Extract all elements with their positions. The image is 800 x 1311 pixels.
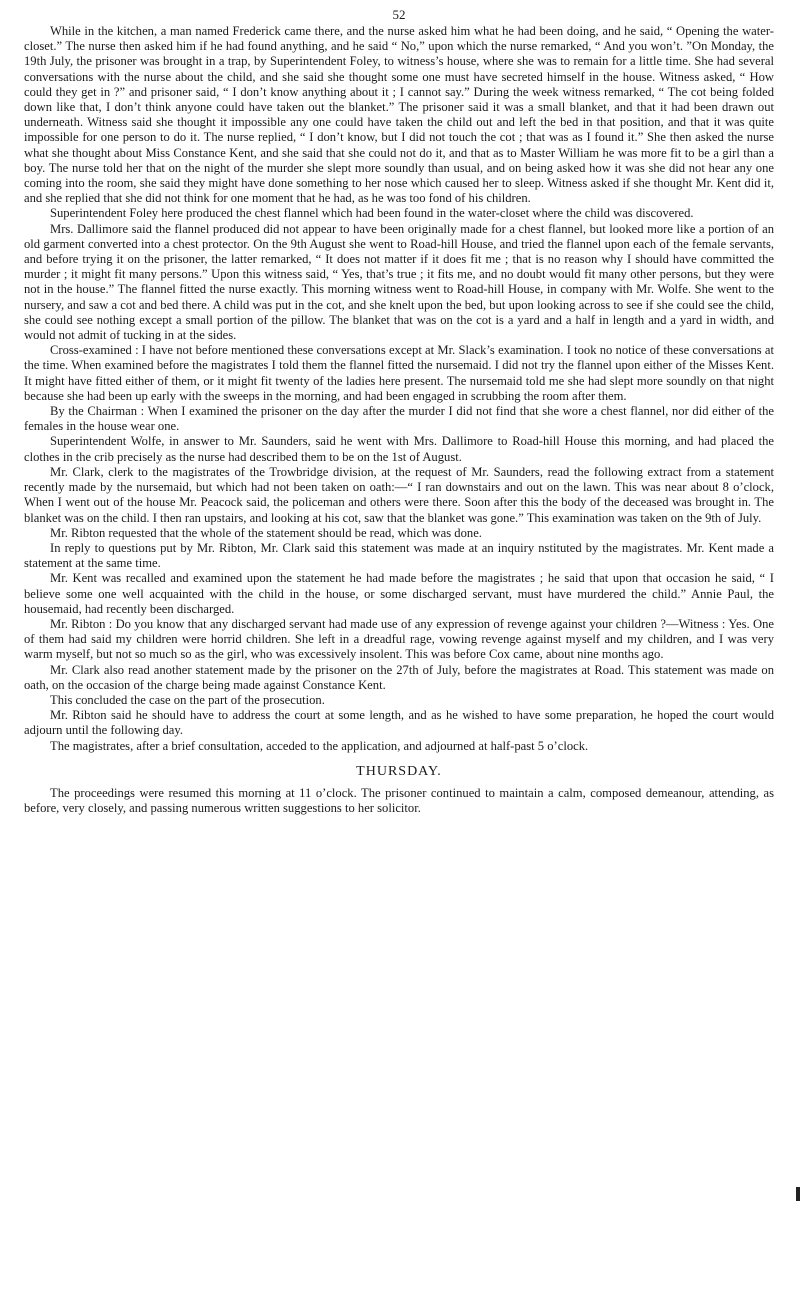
paragraph: Superintendent Foley here produced the chest flannel which had been found in the water-closet where the child was discovered. [50,206,694,221]
paragraph: Mr. Ribton : Do you know that any discharged servant had made use of any expression of revenge against your children ?—Witness : Yes. One of them had said my children were horrid children. She left in a dreadful rage, vowing revenge against myself and my children, and I was very warm myself, but not so much so as the girl, who was excessively insolent. This was before Cox came, about nine months ago. [24,616,774,662]
paragraph: Cross-examined : I have not before mentioned these conversations except at Mr. Slack’s examination. I took no notice of these conversations at the time. When examined before the magistrates I told them the flannel fitted the nursemaid. I did not try the flannel upon either of the Misses Kent. It might have fitted either of them, or it might fit twenty of the ladies here present. The nursemaid told me she had slept more soundly on that night because she had been up early with the sweeps in the morning, and had been engaged in scrubbing the room after them. [24,343,774,403]
paragraph: This concluded the case on the part of the prosecution. [50,692,325,707]
paragraph: By the Chairman : When I examined the prisoner on the day after the murder I did not find that she wore a chest flannel, nor did either of the females in the house wear one. [24,404,774,434]
section-heading: THURSDAY. [356,763,442,779]
paragraph: Mr. Ribton requested that the whole of the statement should be read, which was done. [50,525,482,540]
paragraph: Mrs. Dallimore said the flannel produced did not appear to have been originally made for a chest flannel, but looked more like a portion of an old garment converted into a chest protector. On the 9th August she went to Road-hill House, and tried the flannel upon each of the female servants, and before trying it on the prisoner, the latter remarked, “ It does not matter if it does fit me ; that is no reason why I should have committed the murder ; it might fit many persons.” Upon this witness said, “ Yes, that’s true ; it fits me, and no doubt would fit many other persons, but they were not in the house.” The flannel fitted the nurse exactly. This morning witness went to Road-hill House, in company with Mr. Wolfe. She went to the nursery, and saw a cot and bed there. A child was put in the cot, and she knelt upon the bed, but upon looking across to see if she could see the child, she could see nothing except a small portion of the pillow. The blanket that was on the cot is a yard and a half in length and a yard in width, and would not admit of tucking in at the sides. [24,221,774,343]
paragraph: Mr. Kent was recalled and examined upon the statement he had made before the magistrates ; he said that upon that occasion he said, “ I believe some one well acquainted with the child in the house, or some discharged servant, must have murdered the child.” Annie Paul, the housemaid, had recently been discharged. [24,571,774,616]
paragraph: Superintendent Wolfe, in answer to Mr. Saunders, said he went with Mrs. Dallimore to Road-hill House this morning, and had placed the clothes in the crib precisely as the nurse had described them to be on the 1st of August. [24,434,774,464]
paragraph: While in the kitchen, a man named Frederick came there, and the nurse asked him what he had been doing, and he said, “ Opening the water-closet.” The nurse then asked him if he had found anything, and he said “ No,” upon which the nurse remarked, “ And you won’t. ”On Monday, the 19th July, the prisoner was brought in a trap, by Superintendent Foley, to witness’s house, where she was to remain for a little time. She had several conversations with the nurse about the child, and she said she thought some one must have secreted himself in the house. Witness asked, “ How could they get in ?” and prisoner said, “ I don’t know anything about it ; I cannot say.” During the week witness remarked, “ The cot being folded down like that, I don’t think anyone could have taken out the blanket.” The prisoner said it was a small blanket, and that it had been drawn out underneath. Witness said she thought it impossible any one could have taken the child out and left the bed in that position, and that it was quite impossible for one person to do it. The nurse replied, “ I don’t know, but I did not touch the cot ; that was as I found it.” She then asked the nurse what she thought about Miss Constance Kent, and she said that she could not do it, and that as to Master William he was more fit to be a girl than a boy. The nurse told her that on the night of the murder she slept more soundly than usual, and on being asked how it was she did not hear any one coming into the room, she said they might have done something to her nose which caused her to sleep. Witness asked if she thought Mr. Kent did it, and she replied that she did not think for one moment that he had, as he was too fond of his children. [24,24,774,206]
page-edge-mark [796,1187,800,1201]
paragraph: Mr. Clark also read another statement made by the prisoner on the 27th of July, before the magistrates at Road. This statement was made on oath, on the occasion of the charge being made against Constance Kent. [24,662,774,692]
paragraph: Mr. Clark, clerk to the magistrates of the Trowbridge division, at the request of Mr. Saunders, read the following extract from a statement recently made by the nursemaid, but which had not been taken on oath:—“ I ran downstairs and out on the lawn. This was near about 8 o’clock, When I went out of the house Mr. Peacock said, the policeman and others were there. Soon after this the body of the deceased was brought in. The blanket was on the child. I then ran upstairs, and looking at his cot, saw that the blanket was gone.” This examination was taken on the 9th of July. [24,464,774,525]
paragraph: Mr. Ribton said he should have to address the court at some length, and as he wished to have some preparation, he hoped the court would adjourn until the following day. [24,708,774,738]
closing-paragraph: The proceedings were resumed this morning at 11 o’clock. The prisoner continued to maintain a calm, composed demeanour, attending, as before, very closely, and passing numerous written suggestions to her solicitor. [24,785,774,815]
paragraph: In reply to questions put by Mr. Ribton, Mr. Clark said this statement was made at an inquiry nstituted by the magistrates. Mr. Kent made a statement at the same time. [24,540,774,571]
paragraph: The magistrates, after a brief consultation, acceded to the application, and adjourned at half-past 5 o’clock. [50,738,589,753]
page-number: 52 [392,7,406,22]
article-body [24,24,774,754]
